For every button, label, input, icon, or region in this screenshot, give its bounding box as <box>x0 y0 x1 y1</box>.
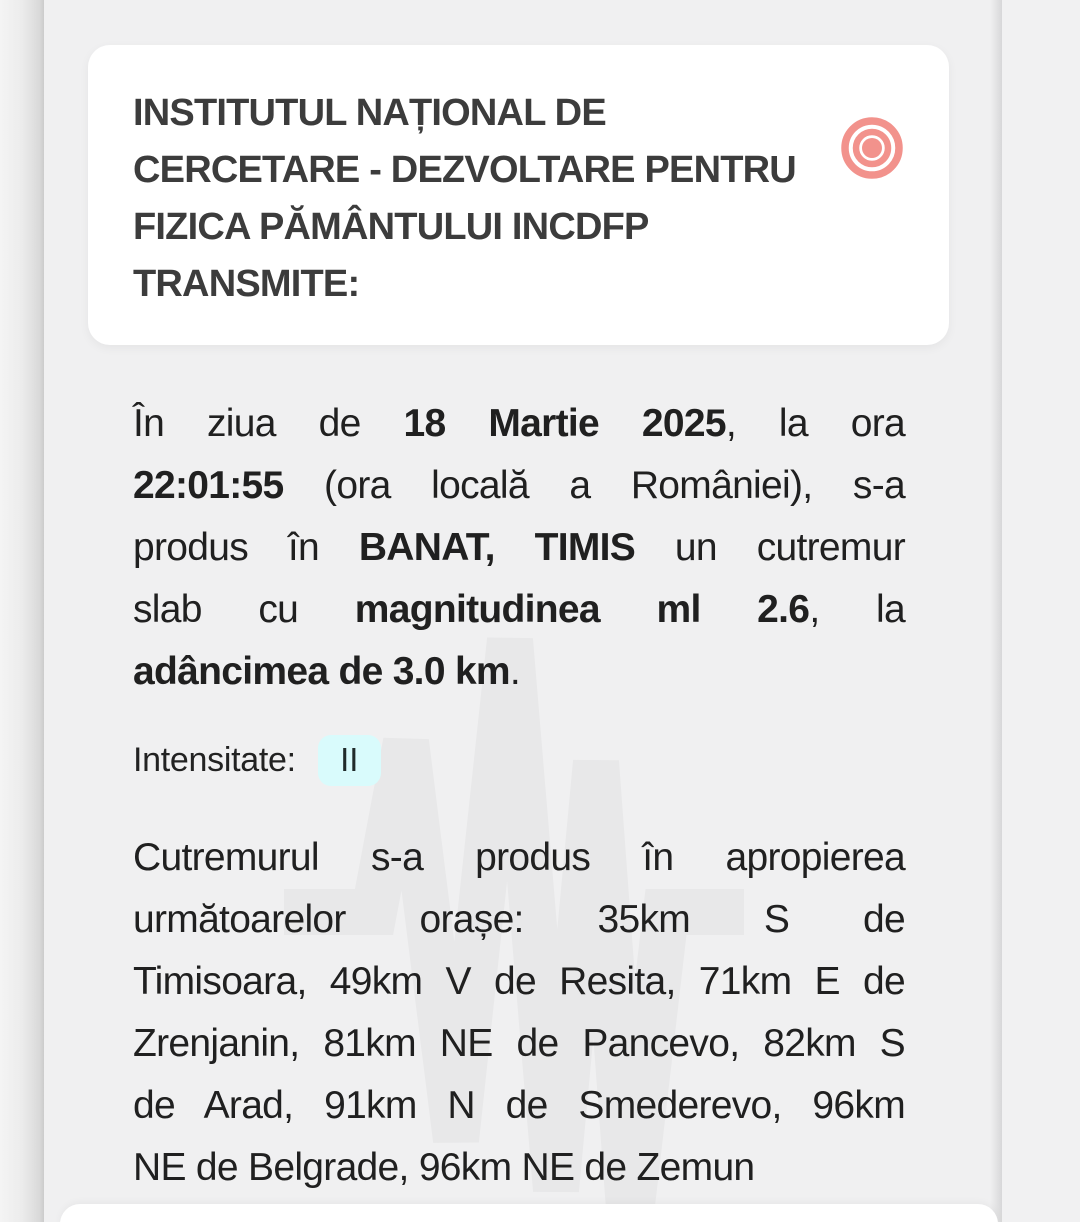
intensity-label: Intensitate: <box>133 740 296 779</box>
text-line: Cutremurul s-a produs în apropierea <box>133 836 905 879</box>
text-line: NE de Belgrade, 96km NE de Zemun <box>133 1146 755 1189</box>
text-line: produs în BANAT, TIMIS un cutremur <box>133 526 905 569</box>
text-line: următoarelor orașe: 35km S de <box>133 898 905 941</box>
text-line: adâncimea de 3.0 km. <box>133 650 521 693</box>
text-line: slab cu magnitudinea ml 2.6, la <box>133 588 906 631</box>
text-line: INSTITUTUL NAȚIONAL DE <box>133 92 606 134</box>
text-line: În ziua de 18 Martie 2025, la ora <box>133 402 905 445</box>
epicenter-target-icon <box>841 117 903 179</box>
institute-header-card <box>88 45 949 345</box>
next-card-peek[interactable] <box>60 1204 998 1222</box>
nearby-cities-paragraph <box>133 827 905 1199</box>
earthquake-report-page <box>44 0 1002 1222</box>
text-line: de Arad, 91km N de Smederevo, 96km <box>133 1084 905 1127</box>
text-line: CERCETARE - DEZVOLTARE PENTRU <box>133 149 796 191</box>
text-line: Zrenjanin, 81km NE de Pancevo, 82km S <box>133 1022 905 1065</box>
text-line: Timisoara, 49km V de Resita, 71km E de <box>133 960 905 1003</box>
previous-page-edge[interactable] <box>0 0 44 1222</box>
intensity-badge: II <box>318 735 381 786</box>
institute-title <box>133 85 904 313</box>
next-page-edge[interactable] <box>1002 0 1080 1222</box>
intensity-row <box>133 733 381 787</box>
text-line: TRANSMITE: <box>133 263 360 305</box>
text-line: FIZICA PĂMÂNTULUI INCDFP <box>133 206 649 248</box>
text-line: 22:01:55 (ora locală a României), s-a <box>133 464 905 507</box>
event-summary-paragraph <box>133 393 905 703</box>
